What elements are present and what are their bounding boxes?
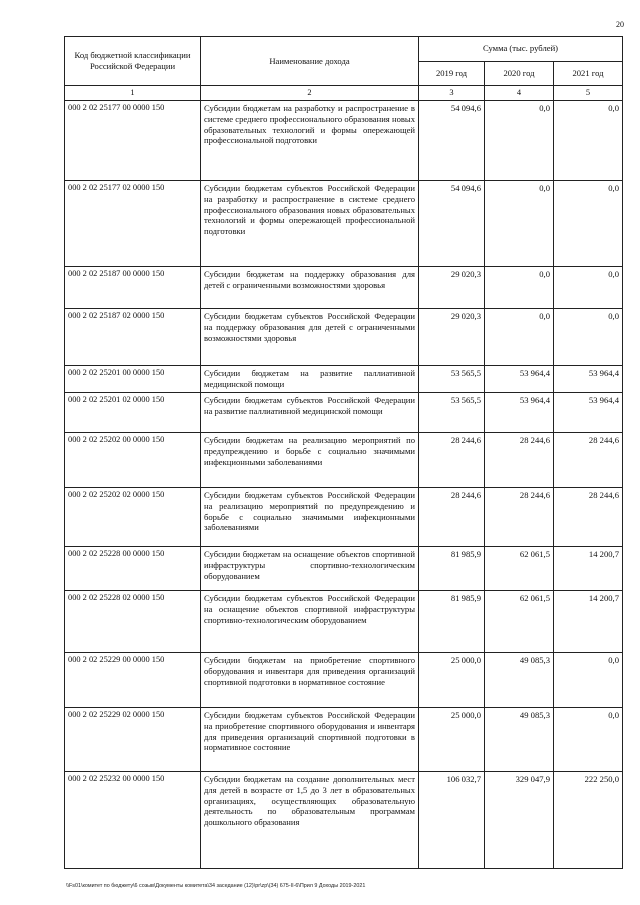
table-row [65,181,623,267]
table-row [65,101,623,181]
revenue-name: Субсидии бюджетам на создание дополнительных мест для детей в возрасте от 1,5 до 3 лет в образовательных организациях, осуществляющих образовательную деятельность по образовательным программам дошкольного образования [201,772,419,869]
amount-2019: 29 020,3 [419,309,485,366]
amount-2021: 0,0 [554,101,623,181]
header-year-2019: 2019 год [419,61,485,86]
revenue-name: Субсидии бюджетам на развитие паллиативной медицинской помощи [201,366,419,393]
amount-2020: 0,0 [485,309,554,366]
amount-2021: 14 200,7 [554,591,623,653]
table-row [65,772,623,869]
amount-2019: 54 094,6 [419,101,485,181]
budget-code: 000 2 02 25187 02 0000 150 [65,309,201,366]
revenue-name: Субсидии бюджетам на поддержку образования для детей с ограниченными возможностями здоровья [201,267,419,309]
budget-code: 000 2 02 25202 00 0000 150 [65,433,201,488]
amount-2021: 28 244,6 [554,433,623,488]
column-number-3: 3 [419,86,485,101]
amount-2019: 53 565,5 [419,366,485,393]
column-number-1: 1 [65,86,201,101]
amount-2020: 49 085,3 [485,708,554,772]
column-number-5: 5 [554,86,623,101]
budget-code: 000 2 02 25228 00 0000 150 [65,547,201,591]
amount-2021: 28 244,6 [554,488,623,547]
table-row [65,591,623,653]
amount-2020: 53 964,4 [485,393,554,433]
revenue-name: Субсидии бюджетам на разработку и распространение в системе среднего профессионального образования новых образовательных технологий и формы опережающей профессиональной подготовки [201,101,419,181]
table-row [65,547,623,591]
header-name: Наименование дохода [201,37,419,86]
table-row [65,309,623,366]
amount-2021: 0,0 [554,653,623,708]
revenue-name: Субсидии бюджетам субъектов Российской Федерации на оснащение объектов спортивной инфраструктуры спортивно-технологическим оборудованием [201,591,419,653]
header-code: Код бюджетной классификации Российской Федерации [65,37,201,86]
amount-2020: 62 061,5 [485,591,554,653]
revenue-name: Субсидии бюджетам субъектов Российской Федерации на поддержку образования для детей с ограниченными возможностями здоровья [201,309,419,366]
header-year-2020: 2020 год [485,61,554,86]
revenue-name: Субсидии бюджетам на приобретение спортивного оборудования и инвентаря для приведения организаций спортивной подготовки в нормативное состояние [201,653,419,708]
column-number-4: 4 [485,86,554,101]
amount-2019: 28 244,6 [419,433,485,488]
amount-2021: 0,0 [554,708,623,772]
page-number: 20 [616,20,624,29]
amount-2021: 14 200,7 [554,547,623,591]
amount-2019: 54 094,6 [419,181,485,267]
amount-2019: 81 985,9 [419,591,485,653]
amount-2021: 222 250,0 [554,772,623,869]
amount-2021: 53 964,4 [554,366,623,393]
amount-2019: 106 032,7 [419,772,485,869]
table-row [65,433,623,488]
amount-2020: 0,0 [485,181,554,267]
revenue-name: Субсидии бюджетам субъектов Российской Федерации на приобретение спортивного оборудования и инвентаря для приведения организаций спортивной подготовки в нормативное состояние [201,708,419,772]
amount-2021: 0,0 [554,181,623,267]
amount-2020: 28 244,6 [485,433,554,488]
budget-code: 000 2 02 25228 02 0000 150 [65,591,201,653]
amount-2020: 49 085,3 [485,653,554,708]
amount-2021: 0,0 [554,309,623,366]
amount-2021: 0,0 [554,267,623,309]
amount-2020: 53 964,4 [485,366,554,393]
budget-revenue-table [64,36,623,869]
file-path-footer: \\Fs01\комитет по бюджету\6 созыв\Документы комитета\34 заседание (12)\pr\zp\(34) 675-II-6\Прил 9 Доходы 2019-2021 [66,883,366,889]
revenue-name: Субсидии бюджетам на оснащение объектов спортивной инфраструктуры спортивно-технологическим оборудованием [201,547,419,591]
header-year-2021: 2021 год [554,61,623,86]
amount-2021: 53 964,4 [554,393,623,433]
amount-2019: 53 565,5 [419,393,485,433]
amount-2019: 25 000,0 [419,708,485,772]
amount-2020: 0,0 [485,101,554,181]
budget-code: 000 2 02 25202 02 0000 150 [65,488,201,547]
amount-2020: 62 061,5 [485,547,554,591]
amount-2019: 28 244,6 [419,488,485,547]
table-row [65,366,623,393]
budget-code: 000 2 02 25232 00 0000 150 [65,772,201,869]
budget-code: 000 2 02 25187 00 0000 150 [65,267,201,309]
table-row [65,393,623,433]
column-number-2: 2 [201,86,419,101]
revenue-name: Субсидии бюджетам субъектов Российской Федерации на разработку и распространение в системе среднего профессионального образования новых образовательных технологий и формы опережающей профессиональной подготовки [201,181,419,267]
budget-code: 000 2 02 25177 00 0000 150 [65,101,201,181]
table-row [65,653,623,708]
table-row [65,267,623,309]
amount-2020: 0,0 [485,267,554,309]
amount-2020: 28 244,6 [485,488,554,547]
budget-code: 000 2 02 25201 00 0000 150 [65,366,201,393]
amount-2019: 29 020,3 [419,267,485,309]
revenue-name: Субсидии бюджетам субъектов Российской Федерации на реализацию мероприятий по предупреждению и борьбе с социально значимыми инфекционными заболеваниями [201,488,419,547]
budget-code: 000 2 02 25229 02 0000 150 [65,708,201,772]
amount-2019: 81 985,9 [419,547,485,591]
budget-code: 000 2 02 25229 00 0000 150 [65,653,201,708]
budget-code: 000 2 02 25201 02 0000 150 [65,393,201,433]
header-sum: Сумма (тыс. рублей) [419,37,623,62]
table-row [65,488,623,547]
amount-2020: 329 047,9 [485,772,554,869]
revenue-name: Субсидии бюджетам субъектов Российской Федерации на развитие паллиативной медицинской помощи [201,393,419,433]
revenue-name: Субсидии бюджетам на реализацию мероприятий по предупреждению и борьбе с социально значимыми инфекционными заболеваниями [201,433,419,488]
amount-2019: 25 000,0 [419,653,485,708]
table-row [65,708,623,772]
budget-code: 000 2 02 25177 02 0000 150 [65,181,201,267]
